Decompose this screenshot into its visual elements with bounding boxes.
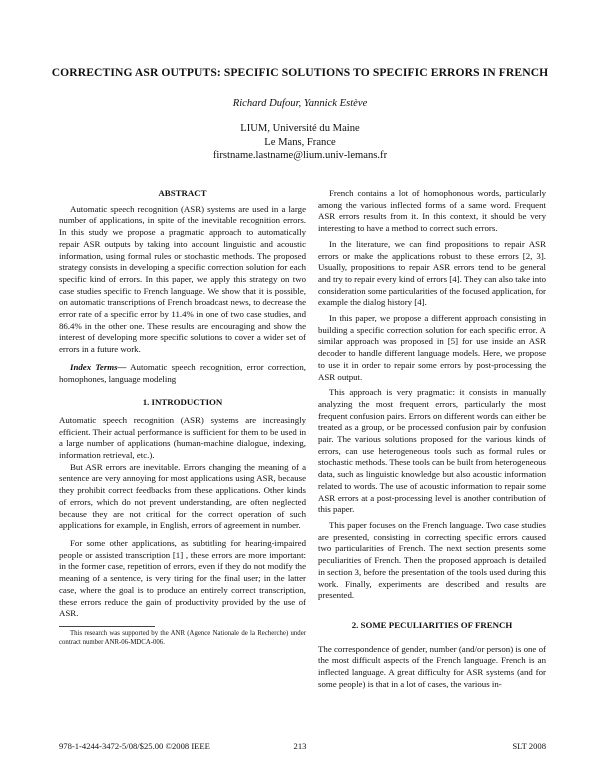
intro-heading: 1. INTRODUCTION [142,397,223,408]
index-terms-label: Index Terms— [70,361,127,372]
intro-paragraph: Automatic speech recognition (ASR) systems are increasingly efficient. Their actual performance is sufficient for them to be used in a large number of applications (human-machine dialogue, indexing, information retrieval, etc.). [59,414,306,461]
authors: Richard Dufour, Yannick Estève [232,98,368,109]
paper-title: CORRECTING ASR OUTPUTS: SPECIFIC SOLUTIONS TO SPECIFIC ERRORS IN FRENCH [51,66,549,79]
intro-paragraph: But ASR errors are inevitable. Errors changing the meaning of a sentence are very annoying for most applications using ASR, because they prohibit correct feedbacks from these applications. Other kinds of errors, which do not prevent understanding, are often neglected because they are not critical for the correct operation of such applications for example, in English, errors of agreement in number. [59,461,306,531]
affiliation [0,122,600,163]
email: firstname.lastname@lium.univ-lemans.fr [212,150,388,161]
intro-paragraph: For some other applications, as subtitling for hearing-impaired people or assisted transcription [1] , these errors are more important: in the former case, repetition of errors, even if they do not modify the meaning of a sentence, is very tiring for the final user; in the latter case, where the goal is to produce an entirely correct transcription, these errors reduce the gain of productivity provided by the use of ASR. [59,537,306,619]
left-column [59,188,306,648]
footer-venue: SLT 2008 [512,741,546,751]
page-number: 213 [293,741,307,751]
body-paragraph: In the literature, we can find propositions to repair ASR errors or make the applications robust to these errors [2, 3]. Usually, propositions to repair ASR errors tend to be general and try to repair every kind of errors [4]. They can also take into consideration some particularities of the focused application, for example the dialog history [4]. [318,238,546,308]
body-paragraph: In this paper, we propose a different approach consisting in building a specific correction solution for each specific error. A similar approach was proposed in [5] for use inside an ASR decoder to handle different language models. Here, we propose to use it in order to repair some errors by post-processing the ASR output. [318,313,546,382]
body-paragraph: This approach is very pragmatic: it consists in manually analyzing the most frequent errors, particularly the most frequent confusion pairs. Errors on different words can either be treated as a group, or be processed confusion pair by confusion pair. The various solutions proposed for the various kinds of errors, can use heterogeneous tools such as formal rules or stochastic methods. These tools can be built from heterogeneous data, such as linguistic knowledge but also acoustic information related to words. The use of acoustic information to repair some ASR errors at a post-processing level is another contribution of this paper. [318,387,546,515]
body-paragraph: French contains a lot of homophonous words, particularly among the various inflected forms of a same word. Frequent ASR errors results from it. In this context, it should be very interesting to have a method to correct such errors. [318,188,546,234]
index-terms [59,362,306,385]
section2-heading: 2. SOME PECULIARITIES OF FRENCH [351,619,513,630]
abstract-text: Automatic speech recognition (ASR) systems are used in a large number of applications, in spite of the inevitable recognition errors. In this study we propose a pragmatic approach to automatically repair ASR outputs by taking into account linguistic and acoustic information, using formal rules or stochastic methods. The proposed strategy consists in developing a specific correction solution for each specific kind of errors. In this paper, we apply this strategy on two case studies specific to French language. We show that it is possible, on automatic transcriptions of French broadcast news, to decrease the error rate of a specific error by 11.4% in one of two case studies, and 86.4% in the other one. These results are encouraging and show the interest of developing more specific solutions to cover a wider set of errors in a future work. [59,203,306,355]
affiliation-line: Le Mans, France [264,136,336,148]
section2-text: The correspondence of gender, number (and/or person) is one of the most difficult aspects of the French language. French is an inflected language. A great difficulty for ASR systems (and for some people) is that in a lot of cases, the various in- [318,643,546,689]
footnote-rule [59,626,155,627]
footer-isbn: 978-1-4244-3472-5/08/$25.00 ©2008 IEEE [59,741,210,751]
affiliation-line: LIUM, Université du Maine [240,123,360,134]
body-paragraph: This paper focuses on the French language. Two case studies are presented, consisting in correcting specific errors caused two particularities of French. The next section presents some peculiarities of French. Then the proposed approach is detailed in section 3, before the presentation of the tools used during this work. Finally, experiments are described and results are presented. [318,519,546,601]
index-terms-text: Automatic speech recognition, error correction, homophones, language modeling [59,361,306,384]
footnote: This research was supported by the ANR (Agence Nationale de la Recherche) under contract number ANR-06-MDCA-006. [59,629,306,646]
right-column [318,188,546,690]
abstract-heading: ABSTRACT [158,188,207,198]
